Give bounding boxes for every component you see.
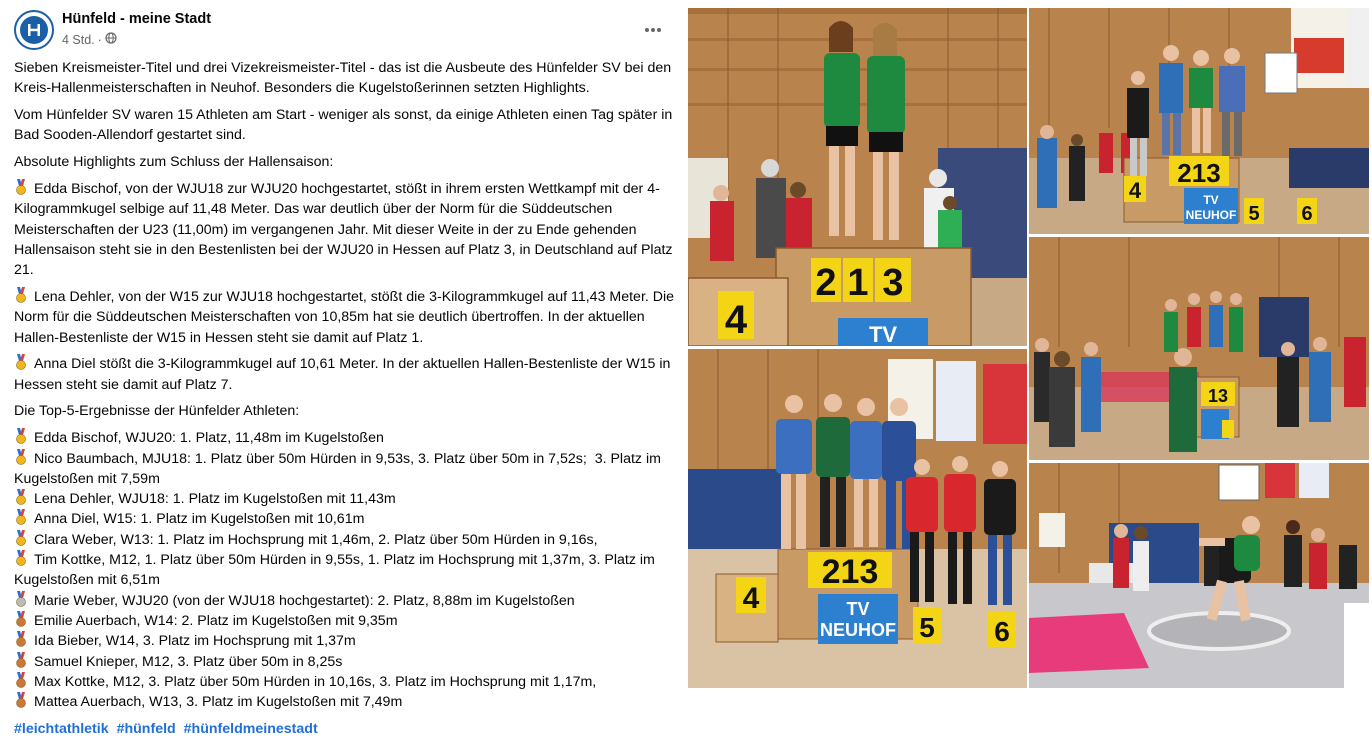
highlight-paragraph-text: Anna Diel stößt die 3-Kilogrammkugel auf 10,61 Meter. In der aktuellen Hallen-Bestenliste der W15 in Hessen steht sie damit auf Platz 7.: [14, 356, 675, 393]
hashtag-link[interactable]: #hünfeld: [116, 721, 176, 737]
podium-number: 213: [1177, 158, 1221, 188]
gold-medal-icon: [14, 509, 28, 525]
photo-shot-put[interactable]: [1029, 463, 1369, 688]
hashtag-link[interactable]: #leichtathletik: [14, 721, 109, 737]
bronze-medal-icon: [14, 692, 28, 708]
results-heading: Die Top-5-Ergebnisse der Hünfelder Athleten:: [14, 403, 300, 420]
post-header: [12, 8, 672, 54]
podium-number: 5: [919, 612, 935, 643]
bronze-medal-icon: [14, 611, 28, 627]
podium-sign-text: TV: [868, 322, 898, 346]
podium-number: 5: [1248, 203, 1260, 225]
gold-medal-icon: [14, 489, 28, 505]
result-item-text: Mattea Auerbach, W13, 3. Platz im Kugelstoßen mit 7,49m: [34, 694, 403, 711]
podium-number: 4: [1128, 178, 1142, 203]
gold-medal-icon: [14, 530, 28, 546]
result-item: [14, 428, 678, 448]
post-time[interactable]: 4 Std.: [62, 32, 95, 47]
result-item-text: Emilie Auerbach, W14: 2. Platz im Kugelstoßen mit 9,35m: [34, 612, 398, 629]
podium-number: 213: [821, 553, 879, 591]
gold-medal-icon: [14, 550, 28, 566]
gold-medal-icon: [14, 179, 28, 195]
highlight-paragraph: [14, 179, 678, 280]
result-item-text: Tim Kottke, M12, 1. Platz über 50m Hürden in 9,55s, 1. Platz im Hochsprung mit 1,37m, 3. Platz im Kugelstoßen mit 6,51m: [14, 552, 659, 589]
photo-podium-boys[interactable]: [1029, 237, 1369, 460]
result-item-text: Max Kottke, M12, 3. Platz über 50m Hürden in 10,16s, 3. Platz im Hochsprung mit 1,17m,: [34, 673, 597, 690]
result-item: [14, 509, 678, 529]
intro-paragraph: Absolute Highlights zum Schluss der Hallensaison:: [14, 154, 334, 171]
more-options-button[interactable]: [638, 14, 668, 44]
podium-number: 4: [724, 298, 748, 342]
result-item-text: Samuel Knieper, M12, 3. Platz über 50m in 8,25s: [34, 653, 343, 670]
podium-sign-text: TV: [1203, 193, 1219, 207]
result-item-text: Nico Baumbach, MJU18: 1. Platz über 50m Hürden in 9,53s, 3. Platz über 50m in 7,52s; 3. Platz im Kugelstoßen mit 7,59m: [14, 450, 665, 487]
podium-number: 4: [742, 582, 760, 615]
podium-sign-text: TV: [846, 599, 870, 619]
podium-number: 3: [882, 262, 904, 304]
bronze-medal-icon: [14, 652, 28, 668]
bronze-medal-icon: [14, 672, 28, 688]
result-item-text: Marie Weber, WJU20 (von der WJU18 hochgestartet): 2. Platz, 8,88m im Kugelstoßen: [34, 592, 575, 609]
result-item: [14, 652, 678, 672]
gold-medal-icon: [14, 449, 28, 465]
result-item: [14, 489, 678, 509]
photo-podium-girls[interactable]: [688, 349, 1027, 688]
podium-number: 2: [815, 262, 837, 304]
highlight-paragraph: [14, 287, 678, 348]
gold-medal-icon: [14, 428, 28, 444]
post-meta: [62, 32, 117, 47]
highlight-paragraph: [14, 354, 678, 395]
page-avatar[interactable]: [14, 10, 54, 50]
podium-sign-text: NEUHOF: [820, 620, 896, 640]
podium-number: 6: [994, 616, 1010, 647]
highlights-list: [14, 179, 678, 395]
gold-medal-icon: [14, 287, 28, 303]
result-item: [14, 692, 678, 712]
photo-podium-two-athletes[interactable]: [688, 8, 1027, 346]
page-name-link[interactable]: Hünfeld - meine Stadt: [62, 11, 212, 27]
photo-podium-four-athletes[interactable]: [1029, 8, 1369, 234]
result-item-text: Clara Weber, W13: 1. Platz im Hochsprung mit 1,46m, 2. Platz über 50m Hürden in 9,16s,: [34, 531, 598, 548]
result-item-text: Lena Dehler, WJU18: 1. Platz im Kugelstoßen mit 11,43m: [34, 491, 396, 508]
result-item: [14, 591, 678, 611]
more-horizontal-icon: [644, 20, 662, 38]
result-item: [14, 449, 678, 490]
bronze-medal-icon: [14, 631, 28, 647]
result-item: [14, 530, 678, 550]
highlight-paragraph-text: Edda Bischof, von der WJU18 zur WJU20 hochgestartet, stößt in ihrem ersten Wettkampf mit der 4-Kilogrammkugel selbige auf 11,48 Meter. Das war deutlich über der Norm für die Süddeutschen Meisterschaften der U23 (11,00m) im vergangenen Jahr. Mit dieser Weite in der zu Ende gehenden Hallensaison steht sie in den Bestenlisten bei der WJU20 in Hessen auf Platz 3, in Deutschland auf Platz 21.: [14, 180, 677, 279]
result-item: [14, 611, 678, 631]
intro-paragraph: Vom Hünfelder SV waren 15 Athleten am Start - weniger als sonst, da einige Athleten einen Tag später in Bad Sooden-Allendorf gestartet sind.: [14, 107, 677, 144]
gold-medal-icon: [14, 354, 28, 370]
hashtag-link[interactable]: #hünfeldmeinestadt: [183, 721, 318, 737]
result-item-text: Anna Diel, W15: 1. Platz im Kugelstoßen mit 10,61m: [34, 511, 365, 528]
podium-sign-text: NEUHOF: [1185, 208, 1237, 222]
highlight-paragraph-text: Lena Dehler, von der W15 zur WJU18 hochgestartet, stößt die 3-Kilogrammkugel auf 11,43 Meter. Die Norm für die Süddeutschen Meisterschaften von 10,85m hat sie deutlich übertroffen. In der aktuellen Hallen-Bestenliste der W15 in Hessen steht sie damit auf Platz 1.: [14, 288, 679, 346]
result-item: [14, 631, 678, 651]
silver-medal-icon: [14, 591, 28, 607]
intro-paragraph: Sieben Kreismeister-Titel und drei Vizekreismeister-Titel - das ist die Ausbeute des Hünfelder SV bei den Kreis-Hallenmeisterschaften in Neuhof. Besonders die Kugelstoßerinnen setzten Highlights.: [14, 60, 676, 97]
result-item: [14, 672, 678, 692]
meta-separator: ·: [97, 32, 102, 47]
results-list: [14, 428, 678, 712]
post-text: [14, 58, 678, 712]
city-logo-icon: [20, 16, 48, 44]
result-item-text: Ida Bieber, W14, 3. Platz im Hochsprung mit 1,37m: [34, 633, 356, 650]
podium-number: 13: [1207, 386, 1229, 406]
globe-icon: [105, 32, 117, 47]
result-item: [14, 550, 678, 591]
result-item-text: Edda Bischof, WJU20: 1. Platz, 11,48m im Kugelstoßen: [34, 430, 384, 447]
hashtags: [14, 721, 322, 737]
podium-number: 1: [847, 262, 869, 304]
podium-number: 6: [1301, 203, 1313, 225]
